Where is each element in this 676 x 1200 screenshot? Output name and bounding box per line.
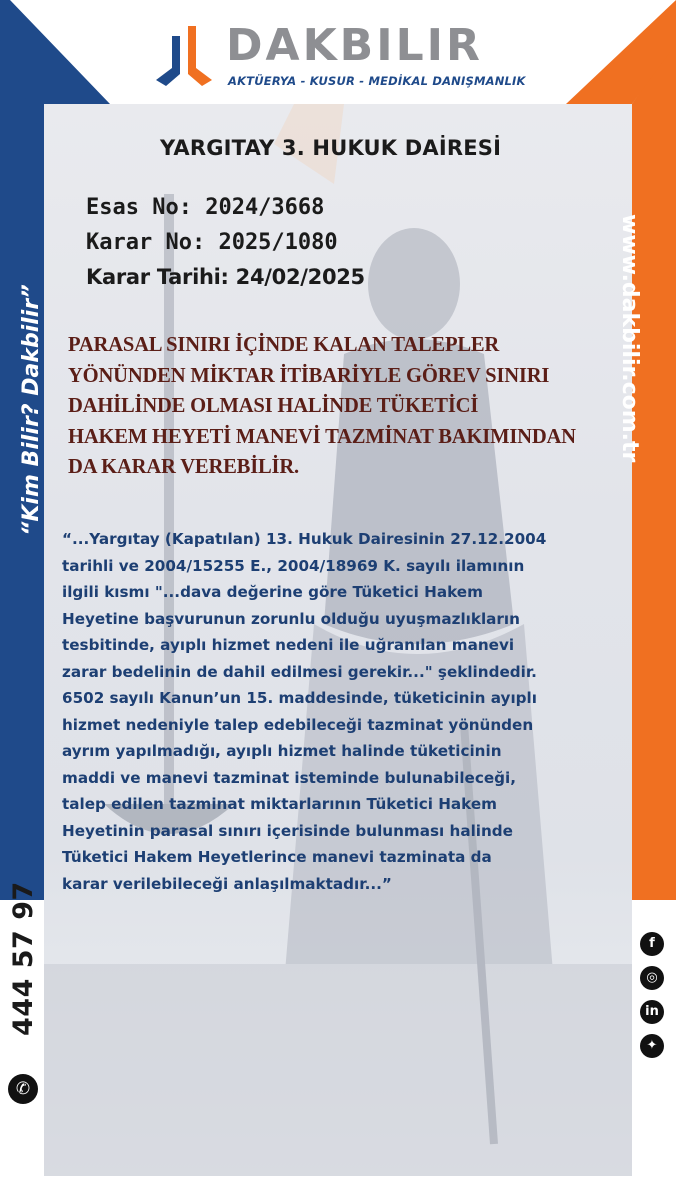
quote-line: hizmet nedeniyle talep edebileceği tazminat yönünden xyxy=(62,715,534,734)
brand-tagline: AKTÜERYA - KUSUR - MEDİKAL DANIŞMANLIK xyxy=(228,74,526,88)
facebook-icon[interactable]: f xyxy=(640,932,664,956)
website-link[interactable]: www.dakbilir.com.tr xyxy=(617,214,642,463)
court-title: YARGITAY 3. HUKUK DAİRESİ xyxy=(160,136,502,160)
quote-line: ilgili kısmı "...dava değerine göre Tüketici Hakem xyxy=(62,583,483,601)
linkedin-icon[interactable]: in xyxy=(640,1000,664,1024)
headline-line: DAHİLİNDE OLMASI HALİNDE TÜKETİCİ xyxy=(68,395,479,417)
phone-number[interactable]: 444 57 97 xyxy=(8,881,39,1036)
quote-line: Heyetinin parasal sınırı içerisinde bulunması halinde xyxy=(62,821,513,840)
social-links xyxy=(640,932,668,1068)
brand-name: DAKBILIR xyxy=(226,20,483,71)
instagram-icon[interactable]: ◎ xyxy=(640,966,664,990)
headline-line: DA KARAR VEREBİLİR. xyxy=(68,456,299,478)
brand-slogan: “Kim Bilir? Dakbilir” xyxy=(19,284,44,536)
quote-line: Heyetine başvurunun zorunlu olduğu uyuşmazlıkların xyxy=(62,609,520,628)
quote-line: tarihli ve 2004/15255 E., 2004/18969 K. sayılı ilamının xyxy=(62,556,525,575)
esas-number: Esas No: 2024/3668 xyxy=(86,195,325,220)
quote-line: zarar bedelinin de dahil edilmesi gerekir..." şeklindedir. xyxy=(62,662,537,681)
twitter-icon[interactable]: ✦ xyxy=(640,1034,664,1058)
headline-line: PARASAL SINIRI İÇİNDE KALAN TALEPLER xyxy=(68,334,500,356)
headline-line: YÖNÜNDEN MİKTAR İTİBARİYLE GÖREV SINIRI xyxy=(68,364,550,387)
decision-quote xyxy=(62,526,622,897)
quote-line: karar verilebileceği anlaşılmaktadır...” xyxy=(62,874,392,893)
karar-date: Karar Tarihi: 24/02/2025 xyxy=(86,265,365,289)
quote-line: maddi ve manevi tazminat isteminde bulunabileceği, xyxy=(62,768,516,787)
quote-line: Tüketici Hakem Heyetlerince manevi tazminata da xyxy=(62,848,492,866)
quote-line: talep edilen tazminat miktarlarının Tüketici Hakem xyxy=(62,795,497,813)
phone-icon: ✆ xyxy=(8,1074,38,1104)
karar-number: Karar No: 2025/1080 xyxy=(86,230,338,255)
decision-headline xyxy=(68,330,628,483)
logo-mark-icon xyxy=(154,22,214,92)
quote-line: 6502 sayılı Kanun’un 15. maddesinde, tüketicinin ayıplı xyxy=(62,689,537,707)
quote-line: tesbitinde, ayıplı hizmet nedeni ile uğranılan manevi xyxy=(62,636,515,654)
case-info xyxy=(86,190,365,295)
brand-logo xyxy=(148,18,528,94)
headline-line: HAKEM HEYETİ MANEVİ TAZMİNAT BAKIMINDAN xyxy=(68,425,576,448)
quote-line: ayrım yapılmadığı, ayıplı hizmet halinde tüketicinin xyxy=(62,742,502,760)
quote-line: “...Yargıtay (Kapatılan) 13. Hukuk Dairesinin 27.12.2004 xyxy=(62,530,547,548)
